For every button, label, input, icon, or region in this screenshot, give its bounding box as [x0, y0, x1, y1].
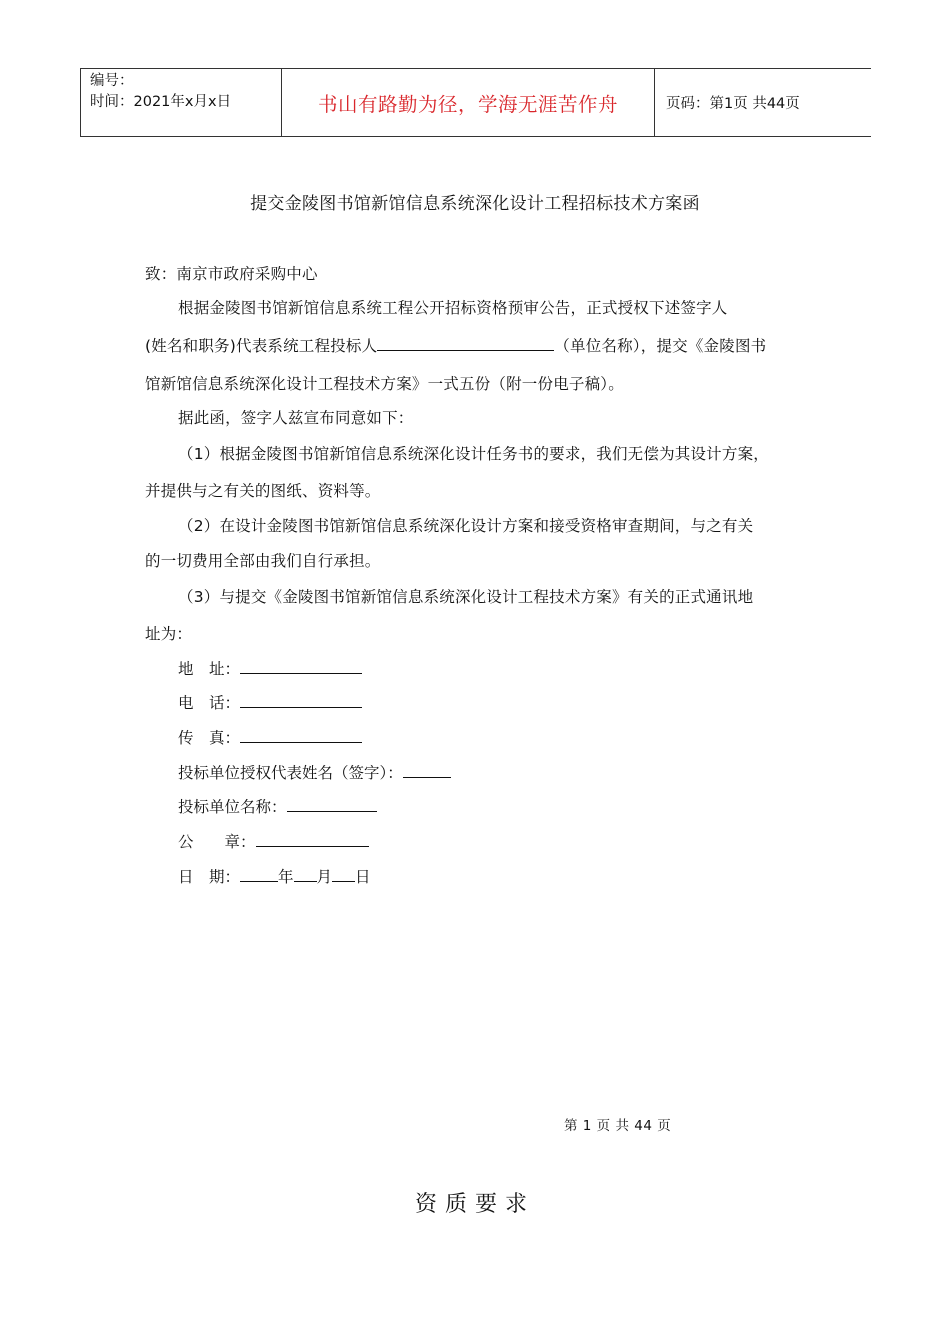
- date-field: [178, 865, 371, 887]
- fax-label: 传 真：: [178, 729, 241, 747]
- day-blank: [332, 866, 355, 882]
- document-title: 提交金陵图书馆新馆信息系统深化设计工程招标技术方案函: [250, 194, 700, 214]
- number-label: 编号：: [90, 73, 134, 89]
- item3-line2: 址为：: [145, 625, 193, 643]
- section-title: 资质要求: [414, 1192, 535, 1217]
- fax-field: [178, 726, 362, 748]
- address-blank: [240, 658, 362, 674]
- header-table: [80, 68, 871, 137]
- header-slogan-cell: [282, 69, 655, 136]
- year-blank: [240, 866, 278, 882]
- para2: 据此函，签字人兹宣布同意如下：: [178, 409, 414, 427]
- company-label: 投标单位名称：: [178, 798, 287, 816]
- phone-blank: [240, 692, 362, 708]
- seal-field: [178, 830, 369, 852]
- month-blank: [294, 866, 317, 882]
- item3-line1: （3）与提交《金陵图书馆新馆信息系统深化设计工程技术方案》有关的正式通讯地: [178, 588, 754, 606]
- phone-field: [178, 691, 362, 713]
- time-label: 时间：2021年x月x日: [90, 94, 232, 110]
- para1-line3: 馆新馆信息系统深化设计工程技术方案》一式五份（附一份电子稿）。: [145, 375, 624, 393]
- day-label: 日: [355, 868, 371, 886]
- address-field: [178, 657, 362, 679]
- rep-name-field: [178, 761, 451, 783]
- item2-line1: （2）在设计金陵图书馆新馆信息系统深化设计方案和接受资格审查期间，与之有关: [178, 517, 754, 535]
- para1-line2-tail: （单位名称），提交《金陵图书: [554, 337, 767, 355]
- para1-line1: 根据金陵图书馆新馆信息系统工程公开招标资格预审公告，正式授权下述签字人: [178, 299, 728, 317]
- company-name-blank: [377, 335, 554, 351]
- company-blank: [287, 796, 377, 812]
- item1-line1: （1）根据金陵图书馆新馆信息系统深化设计任务书的要求，我们无偿为其设计方案，: [178, 445, 769, 463]
- rep-name-label: 投标单位授权代表姓名（签字）：: [178, 764, 403, 782]
- salutation: 致：南京市政府采购中心: [145, 265, 318, 283]
- slogan: 书山有路勤为径，学海无涯苦作舟: [317, 92, 618, 116]
- rep-name-blank: [403, 762, 451, 778]
- header-meta-cell: [81, 69, 282, 136]
- header-page-info: 页码：第1页 共44页: [666, 96, 800, 112]
- page-footer: 第 1 页 共 44 页: [564, 1118, 672, 1134]
- para1-line2-text: (姓名和职务)代表系统工程投标人: [145, 337, 378, 355]
- item1-line2: 并提供与之有关的图纸、资料等。: [145, 482, 381, 500]
- fax-blank: [240, 727, 362, 743]
- header-page-cell: [655, 69, 871, 136]
- para1-line2: [145, 334, 766, 356]
- date-label: 日 期：: [178, 868, 241, 886]
- company-field: [178, 795, 377, 817]
- address-label: 地 址：: [178, 660, 241, 678]
- phone-label: 电 话：: [178, 694, 241, 712]
- seal-label: 公 章：: [178, 833, 256, 851]
- month-label: 月: [316, 868, 333, 886]
- seal-blank: [256, 831, 369, 847]
- year-label: 年: [278, 868, 294, 886]
- item2-line2: 的一切费用全部由我们自行承担。: [145, 552, 381, 570]
